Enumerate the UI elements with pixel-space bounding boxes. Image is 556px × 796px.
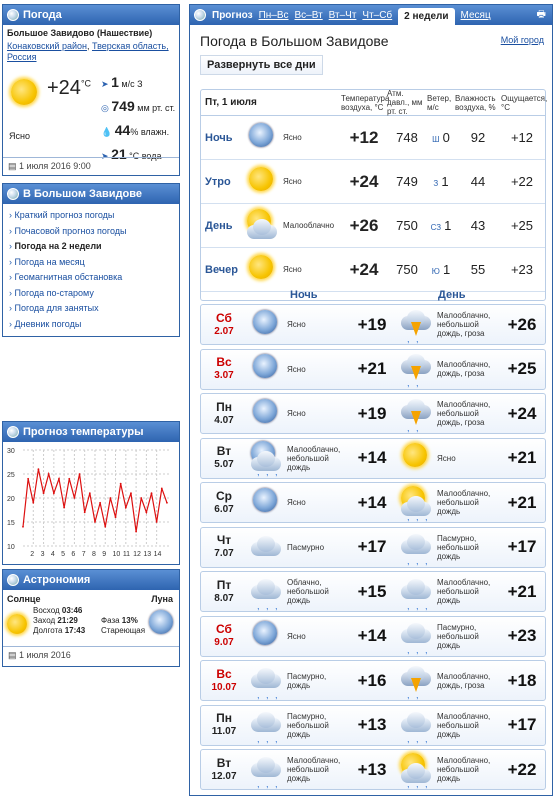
- period-humidity: 44: [470, 174, 486, 189]
- night-desc: Пасмурно: [287, 542, 325, 552]
- cloudrain-icon: , , ,: [247, 664, 287, 698]
- temp-chart-header: [3, 422, 179, 442]
- period-feels: +12: [510, 130, 534, 145]
- x-tick-label: 7: [81, 551, 86, 558]
- calendar-icon: ▤: [8, 161, 17, 171]
- night-temp: +21: [357, 359, 387, 378]
- sun-icon: [243, 253, 283, 287]
- current-weather-panel: Погода Большое Завидово (Нашествие) Конаковский район, Тверская область, Россия $+24^{^\circ C}$ ➤ 1 м/с З ◎ 749 мм рт. ст. 💧 44% влажн. ➤ 21 °С вода Ясно ▤ 1 июля 2016 9:00: [2, 4, 180, 176]
- daylength-value: 17:43: [64, 626, 86, 635]
- night-temp: +19: [357, 403, 387, 423]
- day-temp: +25: [507, 359, 537, 378]
- cloudrain-icon: , , ,: [397, 708, 437, 742]
- night-temp: +14: [357, 492, 387, 512]
- temp-point: [74, 497, 76, 499]
- moon-label: Луна: [151, 594, 173, 604]
- night-desc: Ясно: [287, 498, 306, 507]
- tabs-label: Прогноз: [212, 9, 253, 21]
- tab-thu-sat[interactable]: Чт–Сб: [362, 9, 393, 21]
- day-desc: Малооблачно, небольшой дождь, гроза: [437, 311, 491, 338]
- night-desc: Ясно: [287, 631, 306, 641]
- district-link[interactable]: Конаковский район: [7, 41, 87, 51]
- wind-dir: З: [137, 79, 143, 89]
- day-row[interactable]: [200, 304, 546, 345]
- current-date: 1 июля 2016 9:00: [19, 161, 91, 171]
- humidity-value: 44: [114, 122, 131, 138]
- period-pressure: 748: [396, 130, 418, 145]
- tab-month[interactable]: Месяц: [460, 9, 491, 21]
- region-link[interactable]: Тверская область,: [91, 41, 169, 51]
- temp-point: [109, 497, 111, 499]
- y-tick-label: 30: [7, 448, 15, 455]
- temp-point: [166, 502, 168, 504]
- day-label: Пн 11.07: [211, 711, 237, 737]
- night-desc: Облачно, небольшой дождь: [287, 578, 329, 605]
- moon-icon: [247, 352, 287, 386]
- night-temp: +16: [357, 670, 387, 690]
- globe-icon: [7, 9, 19, 21]
- period-humidity: 43: [470, 218, 486, 233]
- col-humidity: Влажность воздуха, %: [455, 93, 496, 112]
- temp-point: [140, 497, 142, 499]
- x-tick-label: 4: [50, 551, 55, 558]
- period-pressure: 750: [396, 218, 418, 233]
- period-pressure: 749: [396, 174, 418, 189]
- sun-label: Солнце: [7, 594, 41, 604]
- day-temp: +26: [507, 314, 537, 334]
- moon-icon: [243, 121, 283, 155]
- period-wind: Ш 0: [432, 130, 450, 145]
- night-temp: +14: [357, 626, 387, 645]
- cloudrain-icon: , , ,: [397, 530, 437, 564]
- day-temp: +17: [507, 715, 537, 734]
- period-wind: Ю 1: [431, 262, 451, 277]
- astro-panel: [2, 569, 180, 667]
- water-icon: ➤: [101, 151, 109, 161]
- moon-icon: [247, 486, 287, 520]
- place-name: Большое Завидово (Нашествие): [7, 28, 153, 38]
- tabs-bar: [190, 5, 552, 25]
- period-humidity: 55: [470, 262, 486, 277]
- nav-header: [3, 184, 179, 204]
- temp-point: [48, 473, 50, 475]
- temp-point: [99, 502, 101, 504]
- night-desc: Малооблачно, небольшой дождь: [287, 756, 341, 783]
- storm-icon: , ,: [397, 352, 437, 386]
- sun-icon: [7, 614, 27, 634]
- temp-point: [43, 492, 45, 494]
- moon-icon: [247, 308, 287, 342]
- temp-unit: °C: [80, 78, 92, 89]
- temp-chart-panel: [2, 421, 180, 565]
- x-tick-label: 8: [91, 551, 96, 558]
- tab-tue-thu[interactable]: Вт–Чт: [328, 9, 357, 21]
- temp-point: [32, 502, 34, 504]
- period-feels: +22: [510, 174, 534, 189]
- tab-sun-tue[interactable]: Вс–Вт: [294, 9, 323, 21]
- temp-point: [38, 468, 40, 470]
- day-label: Чт 7.07: [214, 533, 234, 559]
- night-temp: +14: [357, 448, 387, 467]
- day-header: День: [438, 289, 466, 301]
- nav-item[interactable]: › Дневник погоды: [9, 318, 82, 329]
- day-temp: +22: [507, 759, 537, 779]
- temp-point: [135, 531, 137, 533]
- moon-icon: [247, 619, 287, 653]
- day-desc: Ясно: [437, 453, 456, 463]
- cloud-icon: [247, 530, 287, 564]
- nav-item[interactable]: › Краткий прогноз погоды: [9, 210, 115, 220]
- temp-point: [115, 516, 117, 518]
- temp-point: [63, 507, 65, 509]
- x-tick-label: 3: [40, 551, 45, 558]
- day-temp: +21: [507, 581, 537, 601]
- pressure-unit: мм рт. ст.: [137, 103, 176, 113]
- night-desc: Ясно: [287, 320, 306, 329]
- tab-two-weeks[interactable]: 2 недели: [398, 8, 454, 25]
- today-label: Пт, 1 июля: [205, 97, 257, 108]
- x-tick-label: 13: [143, 551, 152, 558]
- col-feels: Ощущается, °С: [501, 93, 548, 112]
- day-row[interactable]: [200, 616, 546, 657]
- day-row[interactable]: [200, 749, 546, 790]
- nav-list: [3, 204, 179, 336]
- day-temp: +21: [507, 448, 537, 467]
- day-desc: Малооблачно, дождь, гроза: [437, 360, 491, 378]
- day-row[interactable]: [200, 349, 546, 390]
- x-tick-label: 12: [133, 551, 141, 558]
- nav-title: В Большом Завидове: [23, 188, 143, 200]
- day-desc: Пасмурно, небольшой дождь: [437, 622, 479, 650]
- today-row: [201, 204, 545, 248]
- day-temp: +21: [507, 492, 537, 512]
- night-temp: +13: [357, 759, 387, 779]
- y-tick-label: 20: [7, 496, 15, 503]
- today-row: [201, 116, 545, 160]
- astro-date: 1 июля 2016: [19, 650, 71, 660]
- x-tick-label: 11: [122, 551, 131, 558]
- sunset-label: Заход: [33, 616, 56, 625]
- period-temp: +24: [349, 171, 379, 191]
- astro-title: Астрономия: [23, 574, 91, 586]
- current-condition: Ясно: [9, 131, 30, 141]
- water-temp: 21: [111, 146, 127, 162]
- day-row[interactable]: [200, 438, 546, 479]
- temp-point: [161, 488, 163, 490]
- temp-point: [94, 521, 96, 523]
- panel-title: Погода: [23, 9, 62, 21]
- period-wind: З 1: [433, 174, 449, 189]
- day-desc: Малооблачно, небольшой дождь: [437, 711, 491, 739]
- day-desc: Малооблачно, дождь, гроза: [437, 671, 491, 690]
- suncloudrain-icon: , , ,: [397, 486, 437, 520]
- temp-point: [145, 512, 147, 514]
- cloudrain-icon: , , ,: [247, 753, 287, 787]
- temp-point: [84, 512, 86, 514]
- day-row[interactable]: [200, 571, 546, 612]
- globe-icon: [7, 188, 19, 200]
- night-desc: Малооблачно, небольшой дождь: [287, 444, 341, 472]
- suncloud-icon: [243, 209, 283, 243]
- main-panel: [189, 4, 553, 796]
- day-row[interactable]: [200, 705, 546, 746]
- nav-item[interactable]: › Погода для занятых: [9, 303, 99, 313]
- cloudrain-icon: , , ,: [397, 575, 437, 609]
- night-temp: +13: [357, 715, 387, 734]
- day-temp: +24: [507, 403, 537, 423]
- temp-point: [27, 478, 29, 480]
- col-temp: Температура воздуха, °С: [341, 93, 390, 112]
- daylength-label: Долгота: [33, 626, 63, 635]
- day-label: Сб 2.07: [214, 310, 234, 337]
- day-label: Вт 5.07: [214, 444, 234, 470]
- period-feels: +23: [510, 262, 534, 277]
- wind-arrow-icon: ➤: [101, 79, 109, 89]
- period-desc: Ясно: [283, 177, 302, 186]
- suncloudrain-icon: , , ,: [397, 753, 437, 787]
- nav-item[interactable]: › Геомагнитная обстановка: [9, 272, 123, 282]
- temp-point: [130, 492, 132, 494]
- temp-point: [58, 478, 60, 480]
- humidity-unit: % влажн.: [130, 127, 170, 137]
- nav-item[interactable]: › Погода на месяц: [9, 256, 85, 267]
- night-desc: Ясно: [287, 364, 306, 374]
- sun-icon: [243, 165, 283, 199]
- nav-item[interactable]: › Погода по-старому: [9, 287, 94, 298]
- globe-icon: [7, 426, 19, 438]
- day-row[interactable]: [200, 660, 546, 701]
- night-desc: Ясно: [287, 409, 306, 418]
- current-weather-header: [3, 5, 179, 25]
- cloudrain-icon: , , ,: [397, 619, 437, 653]
- today-row: [201, 160, 545, 204]
- sunrise-label: Восход: [33, 606, 60, 615]
- temp-point: [120, 483, 122, 485]
- moon-icon: [247, 397, 287, 431]
- period-name: День: [205, 219, 233, 232]
- night-header: Ночь: [290, 289, 318, 301]
- temp-point: [89, 492, 91, 494]
- night-desc: Пасмурно, небольшой дождь: [287, 711, 329, 739]
- phase-label: Фаза: [101, 616, 120, 625]
- night-desc: Пасмурно, дождь: [287, 671, 327, 690]
- sun-icon: [397, 441, 437, 475]
- day-label: Сб 9.07: [214, 622, 234, 648]
- x-tick-label: 6: [71, 551, 76, 558]
- period-feels: +25: [510, 218, 534, 233]
- today-row: [201, 248, 545, 292]
- night-temp: +15: [357, 581, 387, 601]
- phase-value: 13%: [121, 616, 138, 625]
- current-temp: +24: [47, 77, 81, 99]
- moon-icon: [149, 610, 173, 634]
- period-wind: СЗ 1: [430, 218, 452, 233]
- day-label: Вс 10.07: [211, 666, 237, 693]
- temp-chart-title: Прогноз температуры: [23, 426, 144, 438]
- x-tick-label: 5: [61, 551, 66, 558]
- day-temp: +17: [507, 537, 537, 556]
- sunset-time: 21:29: [57, 616, 78, 625]
- globe-icon: [7, 574, 19, 586]
- col-pressure: Атм. давл., мм рт. ст.: [387, 89, 423, 116]
- day-temp: +23: [507, 626, 537, 645]
- y-tick-label: 25: [7, 472, 15, 479]
- pressure-icon: ◎: [101, 103, 109, 113]
- period-desc: Малооблачно: [283, 221, 335, 230]
- sunrise-time: 03:46: [61, 606, 83, 615]
- expand-all-button[interactable]: Развернуть все дни: [200, 55, 323, 75]
- day-desc: Малооблачно, небольшой дождь: [437, 489, 491, 516]
- pressure-value: 749: [111, 98, 135, 114]
- temp-point: [151, 492, 153, 494]
- day-row[interactable]: [200, 482, 546, 523]
- cloudrain-icon: , , ,: [247, 575, 287, 609]
- day-desc: Пасмурно, небольшой дождь: [437, 533, 479, 561]
- period-name: Утро: [205, 175, 231, 188]
- temp-point: [22, 526, 24, 528]
- temp-point: [53, 492, 55, 494]
- day-label: Пн 4.07: [214, 399, 234, 426]
- period-humidity: 92: [470, 130, 486, 145]
- y-tick-label: 10: [7, 544, 15, 551]
- period-pressure: 750: [396, 262, 418, 277]
- period-desc: Ясно: [283, 133, 302, 142]
- night-temp: +19: [357, 314, 387, 334]
- temp-point: [68, 478, 70, 480]
- storm-icon: , ,: [397, 308, 437, 342]
- period-temp: +24: [349, 259, 379, 279]
- x-tick-label: 14: [153, 551, 162, 558]
- day-label: Пт 8.07: [214, 577, 234, 604]
- country-link[interactable]: Россия: [7, 52, 37, 62]
- print-icon[interactable]: 🖶: [536, 8, 546, 20]
- day-label: Ср 6.07: [214, 488, 234, 515]
- y-tick-label: 15: [7, 520, 15, 527]
- storm-icon: , ,: [397, 397, 437, 431]
- nav-panel: [2, 183, 180, 337]
- astro-header: [3, 570, 179, 590]
- calendar-icon: ▤: [8, 650, 17, 660]
- day-label: Вт 12.07: [211, 755, 237, 782]
- temp-chart: [3, 442, 179, 564]
- day-desc: Малооблачно, небольшой дождь, гроза: [437, 400, 491, 427]
- x-tick-label: 10: [112, 551, 121, 558]
- period-temp: +12: [349, 127, 379, 147]
- day-desc: Малооблачно, небольшой дождь: [437, 578, 491, 605]
- wind-speed: 1: [111, 74, 119, 90]
- mooncloudrain-icon: , , ,: [247, 441, 287, 475]
- storm-icon: , ,: [397, 664, 437, 698]
- my-city-link[interactable]: Мой город: [500, 35, 544, 45]
- day-desc: Малооблачно, небольшой дождь: [437, 756, 491, 783]
- period-name: Вечер: [205, 263, 239, 276]
- globe-icon: [194, 9, 206, 21]
- cloudrain-icon: , , ,: [247, 708, 287, 742]
- day-row[interactable]: [200, 527, 546, 568]
- temp-point: [125, 507, 127, 509]
- day-temp: +18: [507, 670, 537, 690]
- wind-unit: м/с: [121, 79, 135, 89]
- period-desc: Ясно: [283, 265, 302, 274]
- day-row[interactable]: [200, 393, 546, 434]
- day-label: Вс 3.07: [214, 355, 234, 381]
- temp-point: [79, 473, 81, 475]
- x-tick-label: 2: [30, 551, 35, 558]
- period-name: Ночь: [205, 131, 233, 144]
- nav-item[interactable]: › Почасовой прогноз погоды: [9, 225, 127, 236]
- humidity-icon: 💧: [101, 127, 113, 137]
- temp-point: [104, 526, 106, 528]
- nav-item[interactable]: › Погода на 2 недели: [9, 241, 102, 251]
- phase-name: Стареющая: [101, 626, 146, 635]
- temp-point: [156, 521, 158, 523]
- tab-mon-sun[interactable]: Пн–Вс: [258, 9, 289, 21]
- sun-icon: [11, 79, 37, 105]
- water-unit: °С вода: [129, 151, 162, 161]
- col-wind: Ветер, м/с: [427, 93, 452, 112]
- today-table: [200, 89, 546, 301]
- page-title: Погода в Большом Завидове: [200, 33, 389, 49]
- period-temp: +26: [349, 215, 379, 235]
- night-temp: +17: [357, 537, 387, 556]
- x-tick-label: 9: [102, 551, 107, 558]
